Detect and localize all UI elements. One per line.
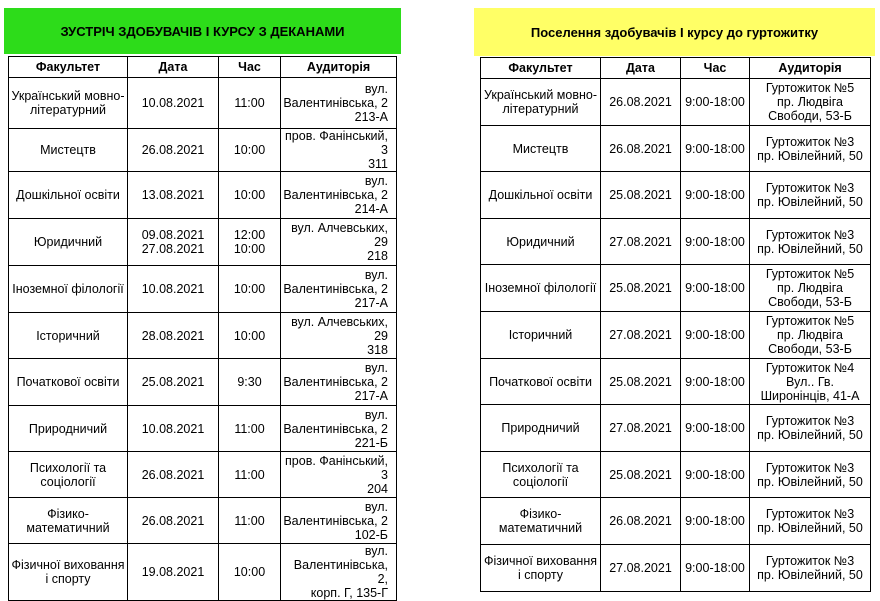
- cell-address: вул. Валентинівська, 2, корп. Г, 135-Г: [281, 544, 397, 601]
- cell-faculty: Дошкільної освіти: [9, 172, 128, 219]
- cell-address: Гуртожиток №3 пр. Ювілейний, 50: [750, 545, 871, 592]
- cell-date: 26.08.2021: [128, 129, 219, 172]
- cell-faculty: Фізичної виховання і спорту: [481, 545, 601, 592]
- cell-address: Гуртожиток №3 пр. Ювілейний, 50: [750, 405, 871, 452]
- cell-faculty: Іноземної філології: [9, 266, 128, 313]
- cell-faculty: Природничий: [9, 406, 128, 452]
- cell-faculty: Історичний: [481, 312, 601, 359]
- cell-date: 25.08.2021: [128, 359, 219, 406]
- table-row: [9, 129, 397, 172]
- table-row: [481, 452, 871, 498]
- cell-date: 26.08.2021: [128, 498, 219, 544]
- cell-time: 10:00: [219, 172, 281, 219]
- cell-time: 9:00-18:00: [681, 405, 750, 452]
- table-row: [481, 172, 871, 219]
- cell-time: 9:30: [219, 359, 281, 406]
- cell-date: 10.08.2021: [128, 406, 219, 452]
- cell-date: 25.08.2021: [601, 452, 681, 498]
- cell-time: 9:00-18:00: [681, 126, 750, 172]
- cell-faculty: Український мовно- літературний: [481, 79, 601, 126]
- cell-address: вул. Валентинівська, 2 221-Б: [281, 406, 397, 452]
- cell-address: вул. Валентинівська, 2 214-А: [281, 172, 397, 219]
- cell-faculty: Іноземної філології: [481, 265, 601, 312]
- cell-date: 25.08.2021: [601, 172, 681, 219]
- table-row: [481, 79, 871, 126]
- header-faculty: Факультет: [481, 58, 601, 79]
- cell-date: 26.08.2021: [128, 452, 219, 498]
- dormitory-settlement-table: [480, 57, 871, 592]
- cell-time: 9:00-18:00: [681, 79, 750, 126]
- header-date: Дата: [601, 58, 681, 79]
- deans-meeting-title: ЗУСТРІЧ ЗДОБУВАЧІВ І КУРСУ З ДЕКАНАМИ: [4, 8, 401, 54]
- cell-faculty: Природничий: [481, 405, 601, 452]
- table-row: [9, 406, 397, 452]
- dormitory-settlement-title: Поселення здобувачів І курсу до гуртожитку: [474, 8, 875, 56]
- cell-address: пров. Фанінський, 3 204: [281, 452, 397, 498]
- cell-date: 13.08.2021: [128, 172, 219, 219]
- cell-date: 26.08.2021: [601, 126, 681, 172]
- cell-address: Гуртожиток №5 пр. Людвіга Свободи, 53-Б: [750, 79, 871, 126]
- cell-address: пров. Фанінський, 3 311: [281, 129, 397, 172]
- cell-time: 11:00: [219, 452, 281, 498]
- table-row: [481, 545, 871, 592]
- cell-date: 27.08.2021: [601, 405, 681, 452]
- header-room: Аудиторія: [281, 57, 397, 78]
- table-row: [9, 359, 397, 406]
- cell-time: 10:00: [219, 266, 281, 313]
- cell-date: 28.08.2021: [128, 313, 219, 359]
- cell-time: 9:00-18:00: [681, 265, 750, 312]
- table-header-row: [9, 57, 397, 78]
- cell-date: 26.08.2021: [601, 79, 681, 126]
- header-time: Час: [681, 58, 750, 79]
- header-faculty: Факультет: [9, 57, 128, 78]
- cell-time: 12:00 10:00: [219, 219, 281, 266]
- table-row: [9, 266, 397, 313]
- cell-time: 10:00: [219, 313, 281, 359]
- cell-faculty: Психології та соціології: [481, 452, 601, 498]
- cell-faculty: Фізичної виховання і спорту: [9, 544, 128, 601]
- header-date: Дата: [128, 57, 219, 78]
- cell-time: 9:00-18:00: [681, 172, 750, 219]
- cell-address: вул. Валентинівська, 2 217-А: [281, 359, 397, 406]
- cell-faculty: Український мовно- літературний: [9, 78, 128, 129]
- cell-date: 09.08.2021 27.08.2021: [128, 219, 219, 266]
- cell-time: 9:00-18:00: [681, 219, 750, 265]
- table-row: [9, 172, 397, 219]
- cell-time: 10:00: [219, 544, 281, 601]
- table-row: [481, 219, 871, 265]
- cell-address: Гуртожиток №3 пр. Ювілейний, 50: [750, 219, 871, 265]
- cell-date: 27.08.2021: [601, 545, 681, 592]
- cell-address: вул. Валентинівська, 2 102-Б: [281, 498, 397, 544]
- header-dormitory: Аудиторія: [750, 58, 871, 79]
- cell-date: 19.08.2021: [128, 544, 219, 601]
- cell-address: вул. Алчевських, 29 318: [281, 313, 397, 359]
- cell-address: Гуртожиток №3 пр. Ювілейний, 50: [750, 498, 871, 545]
- cell-faculty: Психології та соціології: [9, 452, 128, 498]
- cell-address: Гуртожиток №3 пр. Ювілейний, 50: [750, 172, 871, 219]
- cell-time: 9:00-18:00: [681, 452, 750, 498]
- header-time: Час: [219, 57, 281, 78]
- table-row: [9, 544, 397, 601]
- cell-date: 26.08.2021: [601, 498, 681, 545]
- cell-faculty: Історичний: [9, 313, 128, 359]
- cell-faculty: Мистецтв: [481, 126, 601, 172]
- cell-faculty: Дошкільної освіти: [481, 172, 601, 219]
- cell-faculty: Фізико- математичний: [481, 498, 601, 545]
- table-header-row: [481, 58, 871, 79]
- table-row: [481, 405, 871, 452]
- cell-date: 27.08.2021: [601, 219, 681, 265]
- cell-address: вул. Валентинівська, 2 217-А: [281, 266, 397, 313]
- table-row: [9, 498, 397, 544]
- cell-faculty: Юридичний: [9, 219, 128, 266]
- cell-time: 10:00: [219, 129, 281, 172]
- cell-date: 10.08.2021: [128, 266, 219, 313]
- cell-date: 27.08.2021: [601, 312, 681, 359]
- cell-address: Гуртожиток №3 пр. Ювілейний, 50: [750, 452, 871, 498]
- cell-address: Гуртожиток №4 Вул.. Гв. Широнінців, 41-А: [750, 359, 871, 405]
- table-row: [481, 126, 871, 172]
- cell-address: вул. Алчевських, 29 218: [281, 219, 397, 266]
- table-row: [481, 359, 871, 405]
- cell-time: 11:00: [219, 406, 281, 452]
- table-row: [9, 219, 397, 266]
- cell-date: 25.08.2021: [601, 265, 681, 312]
- cell-faculty: Початкової освіти: [9, 359, 128, 406]
- cell-date: 10.08.2021: [128, 78, 219, 129]
- table-row: [481, 498, 871, 545]
- cell-date: 25.08.2021: [601, 359, 681, 405]
- cell-address: Гуртожиток №5 пр. Людвіга Свободи, 53-Б: [750, 312, 871, 359]
- table-row: [481, 312, 871, 359]
- cell-faculty: Початкової освіти: [481, 359, 601, 405]
- cell-time: 11:00: [219, 78, 281, 129]
- cell-time: 11:00: [219, 498, 281, 544]
- cell-time: 9:00-18:00: [681, 545, 750, 592]
- cell-time: 9:00-18:00: [681, 359, 750, 405]
- table-row: [9, 452, 397, 498]
- cell-faculty: Мистецтв: [9, 129, 128, 172]
- cell-time: 9:00-18:00: [681, 312, 750, 359]
- table-row: [481, 265, 871, 312]
- deans-meeting-table: [8, 56, 397, 601]
- cell-faculty: Юридичний: [481, 219, 601, 265]
- table-row: [9, 313, 397, 359]
- table-row: [9, 78, 397, 129]
- cell-time: 9:00-18:00: [681, 498, 750, 545]
- cell-address: Гуртожиток №5 пр. Людвіга Свободи, 53-Б: [750, 265, 871, 312]
- cell-faculty: Фізико- математичний: [9, 498, 128, 544]
- cell-address: Гуртожиток №3 пр. Ювілейний, 50: [750, 126, 871, 172]
- cell-address: вул. Валентинівська, 2 213-А: [281, 78, 397, 129]
